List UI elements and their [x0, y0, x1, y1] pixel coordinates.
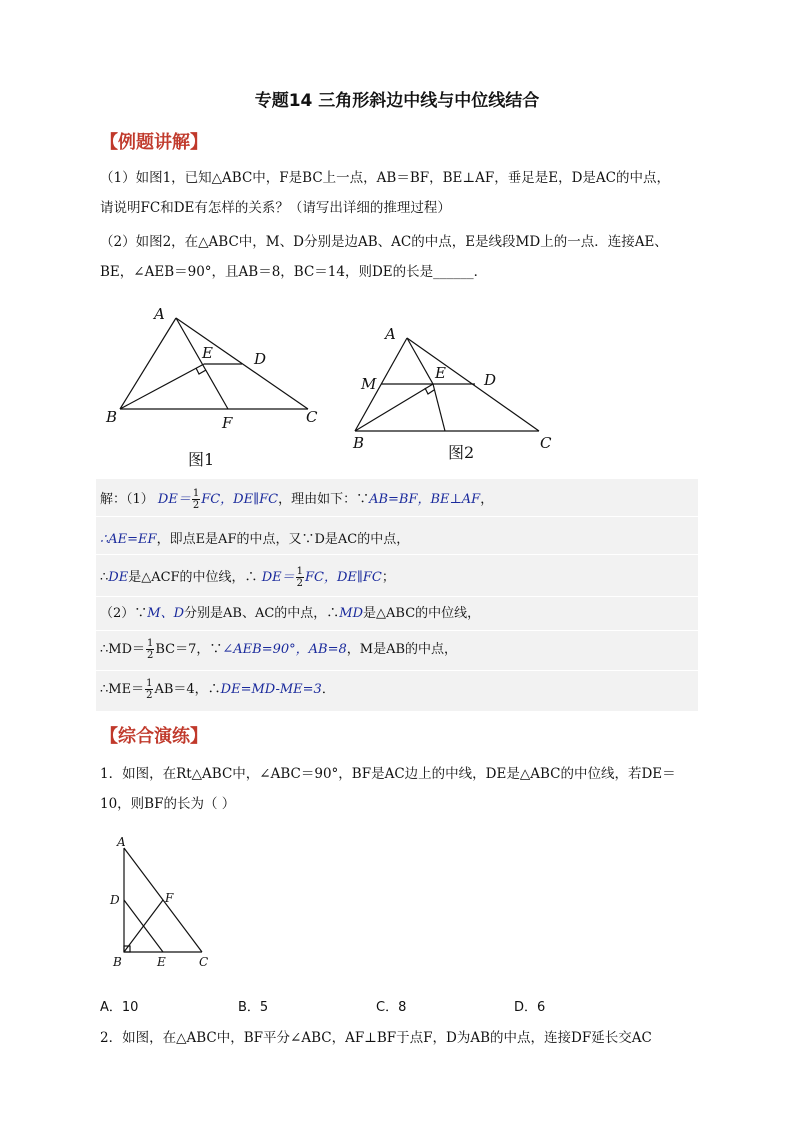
solution-text: ；	[381, 570, 395, 585]
practice-q1-line1: 1．如图，在Rt△ABC中，∠ABC＝90°，BF是AC边上的中线，DE是△ABC的中位线，若DE＝	[100, 766, 676, 782]
practice-label-a: A	[117, 835, 126, 849]
solution-text: ∴MD＝	[100, 642, 146, 657]
solution-divider	[96, 630, 698, 631]
solution-text: ，M是AB的中点，	[346, 642, 458, 657]
figure-1	[100, 300, 330, 470]
fig2-label-d: D	[484, 371, 497, 389]
solution-line-5	[100, 638, 457, 661]
example-q1-line2: 请说明FC和DE有怎样的关系？（请写出详细的推理过程）	[100, 200, 451, 216]
solution-math: DE=MD-ME=3	[220, 682, 322, 697]
fig1-label-b: B	[106, 408, 118, 426]
example-q2-line2: BE，∠AEB＝90°，且AB＝8，BC＝14，则DE的长是______．	[100, 264, 488, 280]
solution-text: 是△ACF的中位线，∴	[128, 570, 258, 585]
fig1-caption: 图1	[188, 450, 215, 469]
fraction-den: 2	[192, 500, 200, 511]
solution-text: （2）∵	[100, 606, 148, 621]
fraction-half	[192, 488, 200, 511]
solution-math: FC，DE∥FC	[201, 492, 279, 507]
practice-q1-line2: 10，则BF的长为（ ）	[100, 796, 236, 812]
fraction-num: 1	[296, 566, 303, 577]
solution-divider	[96, 670, 698, 671]
solution-math: DE＝	[261, 570, 295, 585]
page-title: 专题14 三角形斜边中线与中位线结合	[254, 91, 540, 111]
solution-math: AB=BF，BE⊥AF	[369, 492, 481, 507]
solution-divider	[96, 596, 698, 597]
fig1-label-a: A	[154, 305, 165, 323]
solution-math: MD	[339, 606, 364, 621]
practice-label-f: F	[165, 891, 174, 905]
solution-text: ∴ME＝	[100, 682, 145, 697]
option-a[interactable]: A．10	[100, 1000, 139, 1015]
figure-2	[345, 318, 575, 468]
practice-figure	[105, 832, 225, 972]
solution-text: 是△ABC的中位线，	[363, 606, 481, 621]
fig1-label-d: D	[254, 350, 267, 368]
practice-section-header: 【综合演练】	[100, 726, 208, 747]
fraction-den: 2	[147, 650, 154, 661]
solution-line-3	[100, 566, 395, 589]
fig2-label-m: M	[361, 375, 377, 393]
fig2-label-e: E	[435, 364, 446, 382]
fig2-label-a: A	[385, 325, 396, 343]
solution-text: BC＝7，∵	[155, 642, 223, 657]
fig1-label-f: F	[222, 414, 233, 432]
fraction-half	[296, 566, 304, 589]
example-q2-line1: （2）如图2，在△ABC中，M、D分别是边AB、AC的中点，E是线段MD上的一点．连接AE、	[100, 234, 668, 250]
option-b[interactable]: B．5	[238, 1000, 269, 1015]
solution-text: ，即点E是AF的中点，又∵D是AC的中点，	[156, 532, 410, 547]
fraction-half	[145, 678, 153, 701]
solution-divider	[96, 516, 698, 517]
solution-line-2	[100, 528, 409, 547]
solution-text: 解：（1）	[100, 492, 154, 507]
example-q1-line1: （1）如图1，已知△ABC中，F是BC上一点，AB＝BF，BE⊥AF，垂足是E，D是AC的中点，	[100, 170, 670, 186]
fraction-half	[146, 638, 154, 661]
solution-box	[96, 479, 698, 711]
solution-math: DE＝	[157, 492, 191, 507]
fraction-num: 1	[147, 638, 154, 649]
solution-math: M、D	[147, 606, 185, 621]
solution-line-4	[100, 602, 480, 621]
fig2-label-c: C	[540, 434, 552, 452]
fig1-label-c: C	[306, 408, 318, 426]
solution-text: AB＝4，∴	[154, 682, 221, 697]
practice-q2-line1: 2．如图，在△ABC中，BF平分∠ABC，AF⊥BF于点F，D为AB的中点，连接DF延长交AC	[100, 1030, 652, 1046]
fraction-den: 2	[296, 578, 303, 589]
fig1-label-e: E	[202, 344, 213, 362]
fig2-label-b: B	[353, 434, 365, 452]
solution-math: ∠AEB=90°，AB=8	[222, 642, 347, 657]
solution-text: ．	[321, 682, 335, 697]
fraction-num: 1	[192, 488, 200, 499]
solution-line-1	[100, 488, 493, 511]
option-c[interactable]: C．8	[376, 1000, 407, 1015]
fraction-num: 1	[146, 678, 153, 689]
practice-label-b: B	[113, 955, 122, 969]
option-d[interactable]: D．6	[514, 1000, 546, 1015]
solution-text: 分别是AB、AC的中点，∴	[184, 606, 340, 621]
practice-label-c: C	[199, 955, 209, 969]
practice-label-e: E	[157, 955, 166, 969]
fig2-caption: 图2	[448, 443, 475, 462]
solution-divider	[96, 554, 698, 555]
solution-math: FC，DE∥FC	[305, 570, 382, 585]
solution-text: ，理由如下：∵	[278, 492, 370, 507]
solution-math: DE	[108, 570, 129, 585]
practice-label-d: D	[110, 893, 120, 907]
fraction-den: 2	[146, 690, 153, 701]
solution-text: ∴	[100, 570, 109, 585]
example-section-header: 【例题讲解】	[100, 132, 208, 153]
solution-math: ∴AE=EF	[100, 532, 157, 547]
solution-text: ，	[480, 492, 494, 507]
solution-line-6	[100, 678, 335, 701]
